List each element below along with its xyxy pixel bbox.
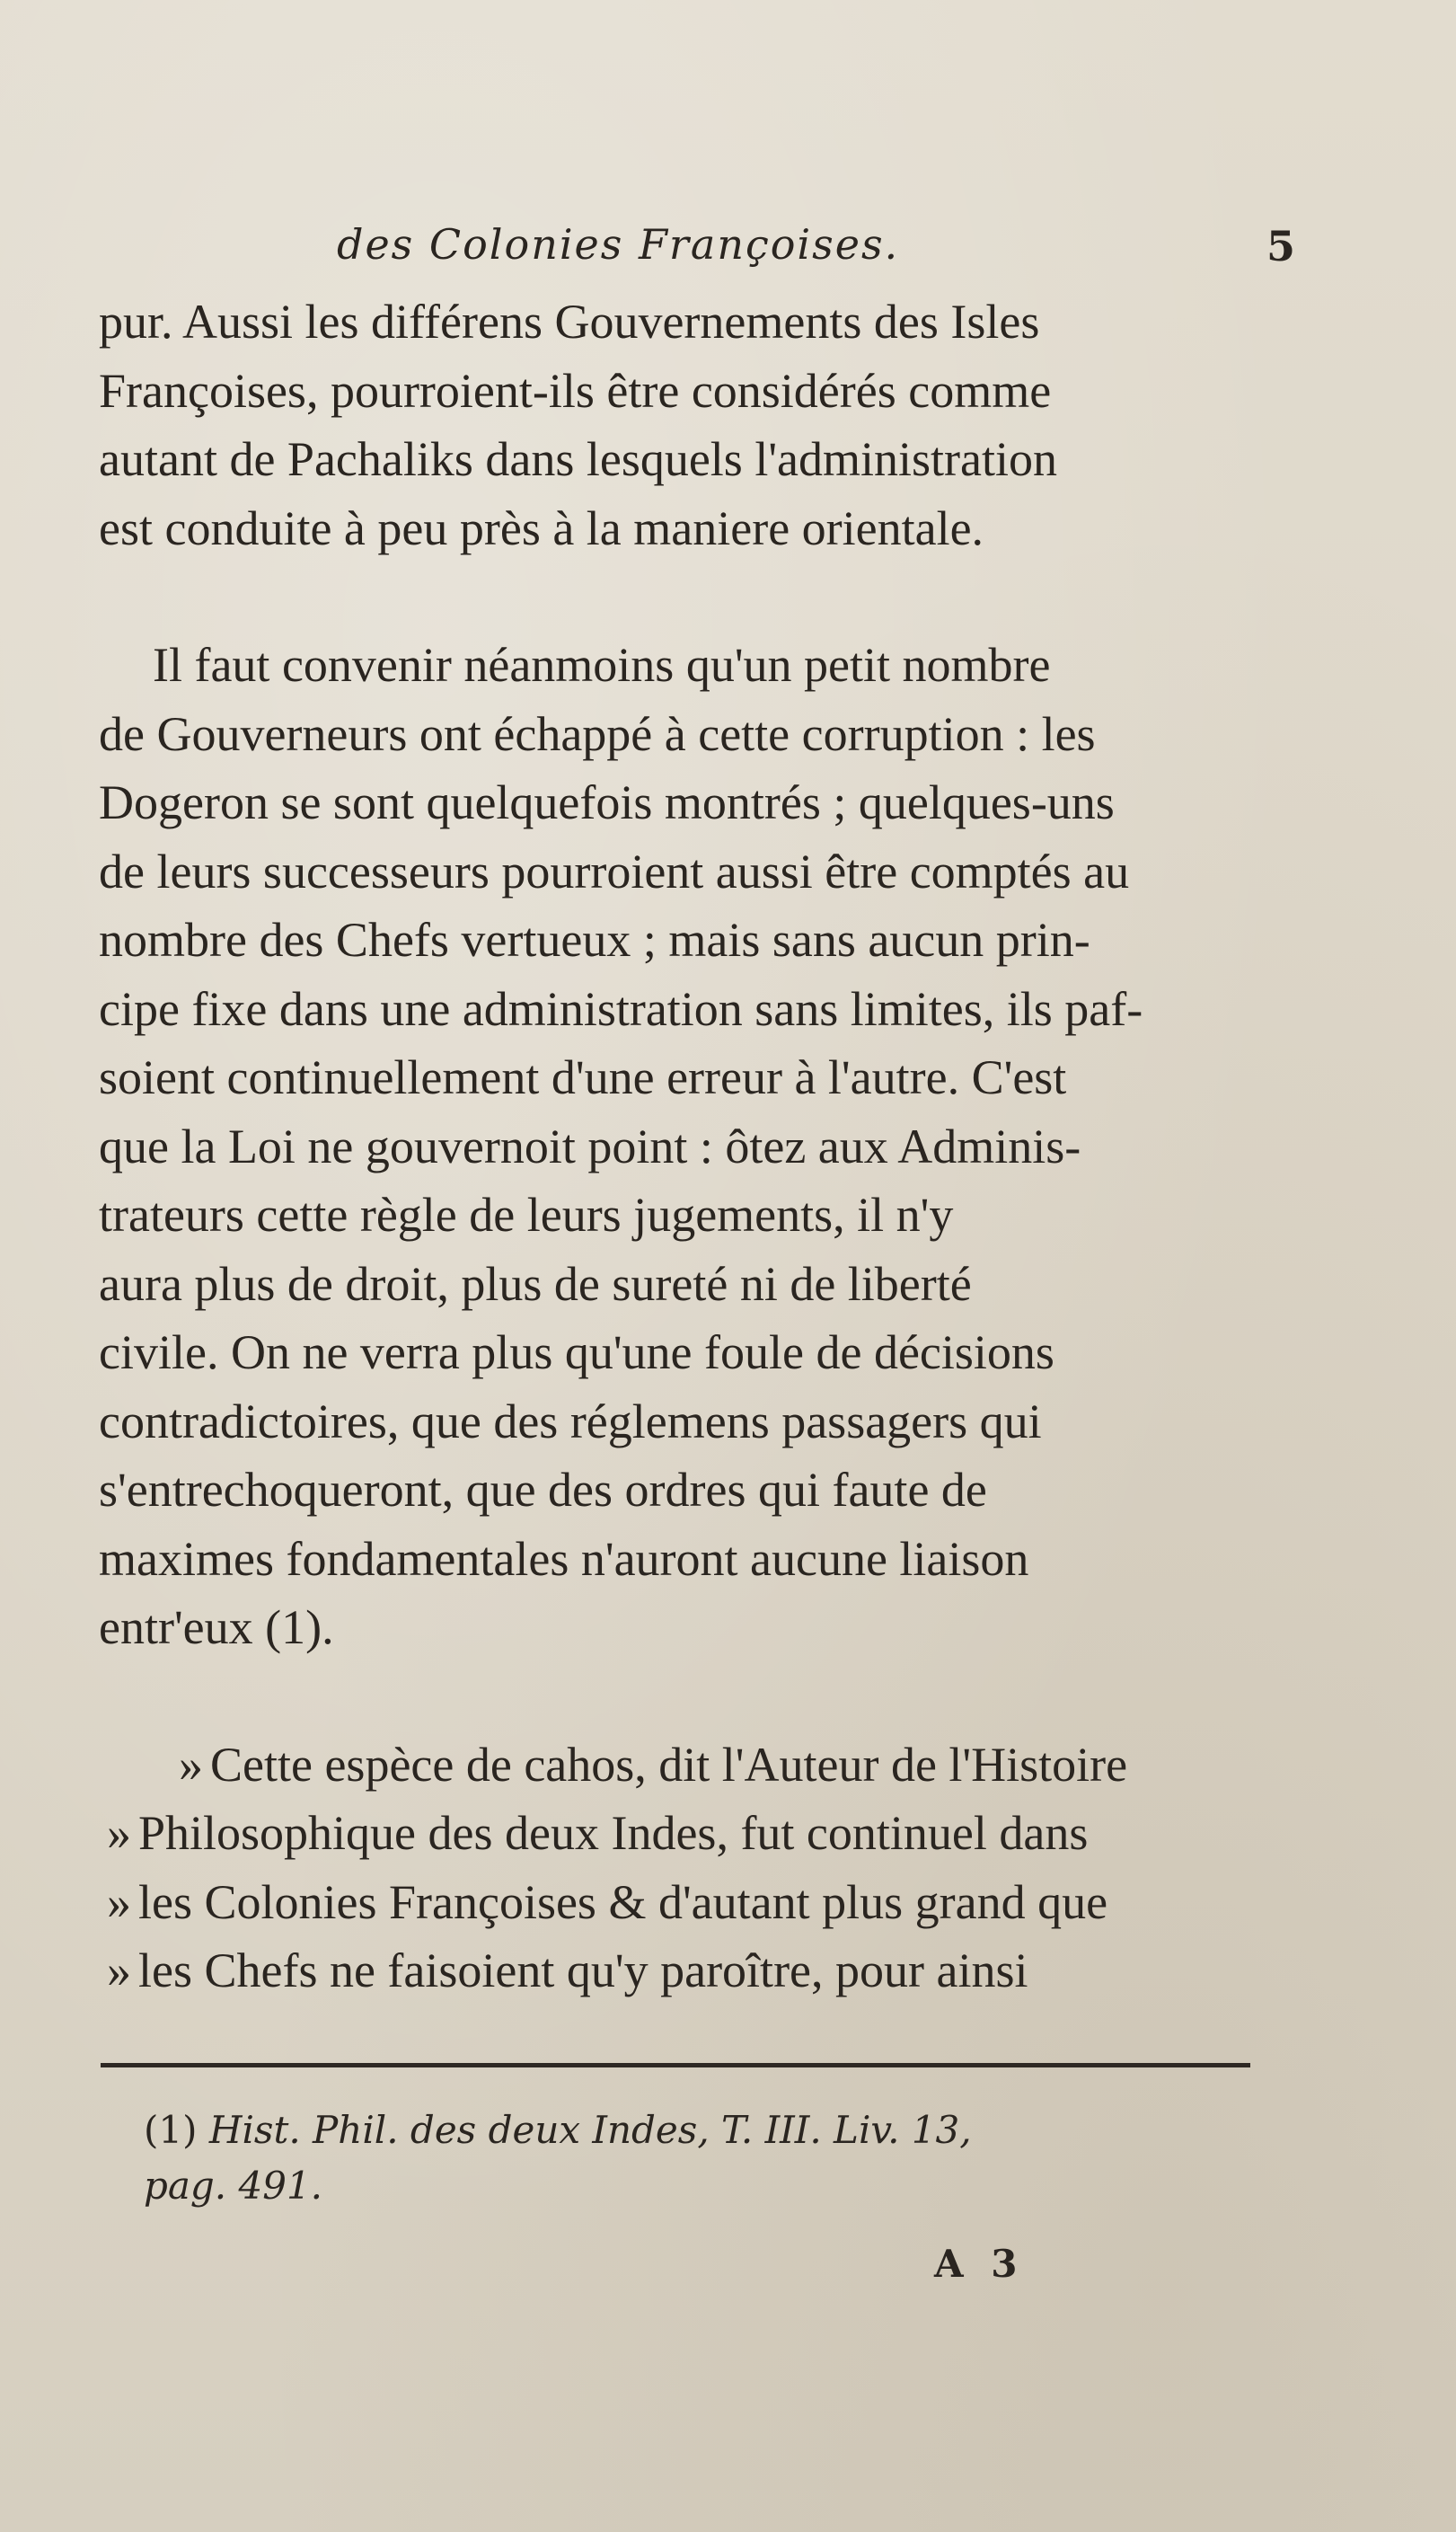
text-line: maximes fondamentales n'auront aucune liaison — [99, 1531, 1029, 1586]
quote-mark: » — [107, 1874, 131, 1929]
body-text — [99, 288, 1253, 2005]
text-line: trateurs cette règle de leurs jugements, il n'y — [99, 1188, 954, 1242]
quote-line — [99, 1936, 1253, 2005]
quote-text: les Colonies Françoises & d'autant plus grand que — [138, 1874, 1108, 1929]
quote-text: Cette espèce de cahos, dit l'Auteur de l'Histoire — [210, 1737, 1128, 1792]
footnote-continuation: pag. 491. — [144, 2164, 323, 2208]
footnote — [144, 2103, 1257, 2214]
text-line: s'entrechoqueront, que des ordres qui faute de — [99, 1463, 987, 1517]
paragraph-1 — [99, 288, 1253, 562]
quote-mark: » — [107, 1943, 131, 1997]
quote-line — [99, 1868, 1253, 1937]
quote-mark: » — [179, 1737, 203, 1792]
footnote-marker: (1) — [144, 2108, 198, 2152]
footnote-rule — [101, 2063, 1250, 2067]
text-line: aura plus de droit, plus de sureté ni de liberté — [99, 1256, 972, 1311]
running-head — [99, 220, 1295, 283]
quote-line — [99, 1799, 1253, 1868]
text-line: pur. Aussi les différens Gouvernements des Isles — [99, 295, 1040, 349]
page-number: 5 — [1266, 222, 1295, 270]
quote-text: Philosophique des deux Indes, fut continuel dans — [138, 1806, 1089, 1860]
text-line: est conduite à peu près à la maniere orientale. — [99, 500, 984, 555]
quote-line — [99, 1731, 1253, 1800]
paragraph-3-quotation — [99, 1731, 1253, 2005]
text-line: Françoises, pourroient-ils être considérés comme — [99, 363, 1052, 418]
footnote-text: Hist. Phil. des deux Indes, T. III. Liv. 13, — [208, 2108, 972, 2152]
text-line: de leurs successeurs pourroient aussi être comptés au — [99, 844, 1130, 899]
signature-mark: A 3 — [934, 2242, 1025, 2286]
text-line: de Gouverneurs ont échappé à cette corruption : les — [99, 706, 1096, 761]
text-line: autant de Pachaliks dans lesquels l'administration — [99, 432, 1058, 486]
footnote-line — [144, 2103, 1257, 2158]
quote-text: les Chefs ne faisoient qu'y paroître, pour ainsi — [138, 1943, 1028, 1997]
text-line: que la Loi ne gouvernoit point : ôtez aux Adminis- — [99, 1119, 1081, 1173]
text-line: cipe fixe dans une administration sans limites, ils paf- — [99, 981, 1143, 1036]
text-line: Il faut convenir néanmoins qu'un petit nombre — [153, 638, 1051, 692]
paragraph-2 — [99, 631, 1253, 1662]
text-line: entr'eux (1). — [99, 1600, 334, 1654]
quote-mark: » — [107, 1806, 131, 1860]
running-title: des Colonies Françoises. — [337, 220, 900, 269]
text-line: nombre des Chefs vertueux ; mais sans aucun prin- — [99, 913, 1090, 967]
text-line: soient continuellement d'une erreur à l'autre. C'est — [99, 1050, 1067, 1104]
text-line: civile. On ne verra plus qu'une foule de décisions — [99, 1325, 1054, 1379]
text-line: contradictoires, que des réglemens passagers qui — [99, 1394, 1042, 1448]
text-line: Dogeron se sont quelquefois montrés ; quelques-uns — [99, 775, 1115, 829]
